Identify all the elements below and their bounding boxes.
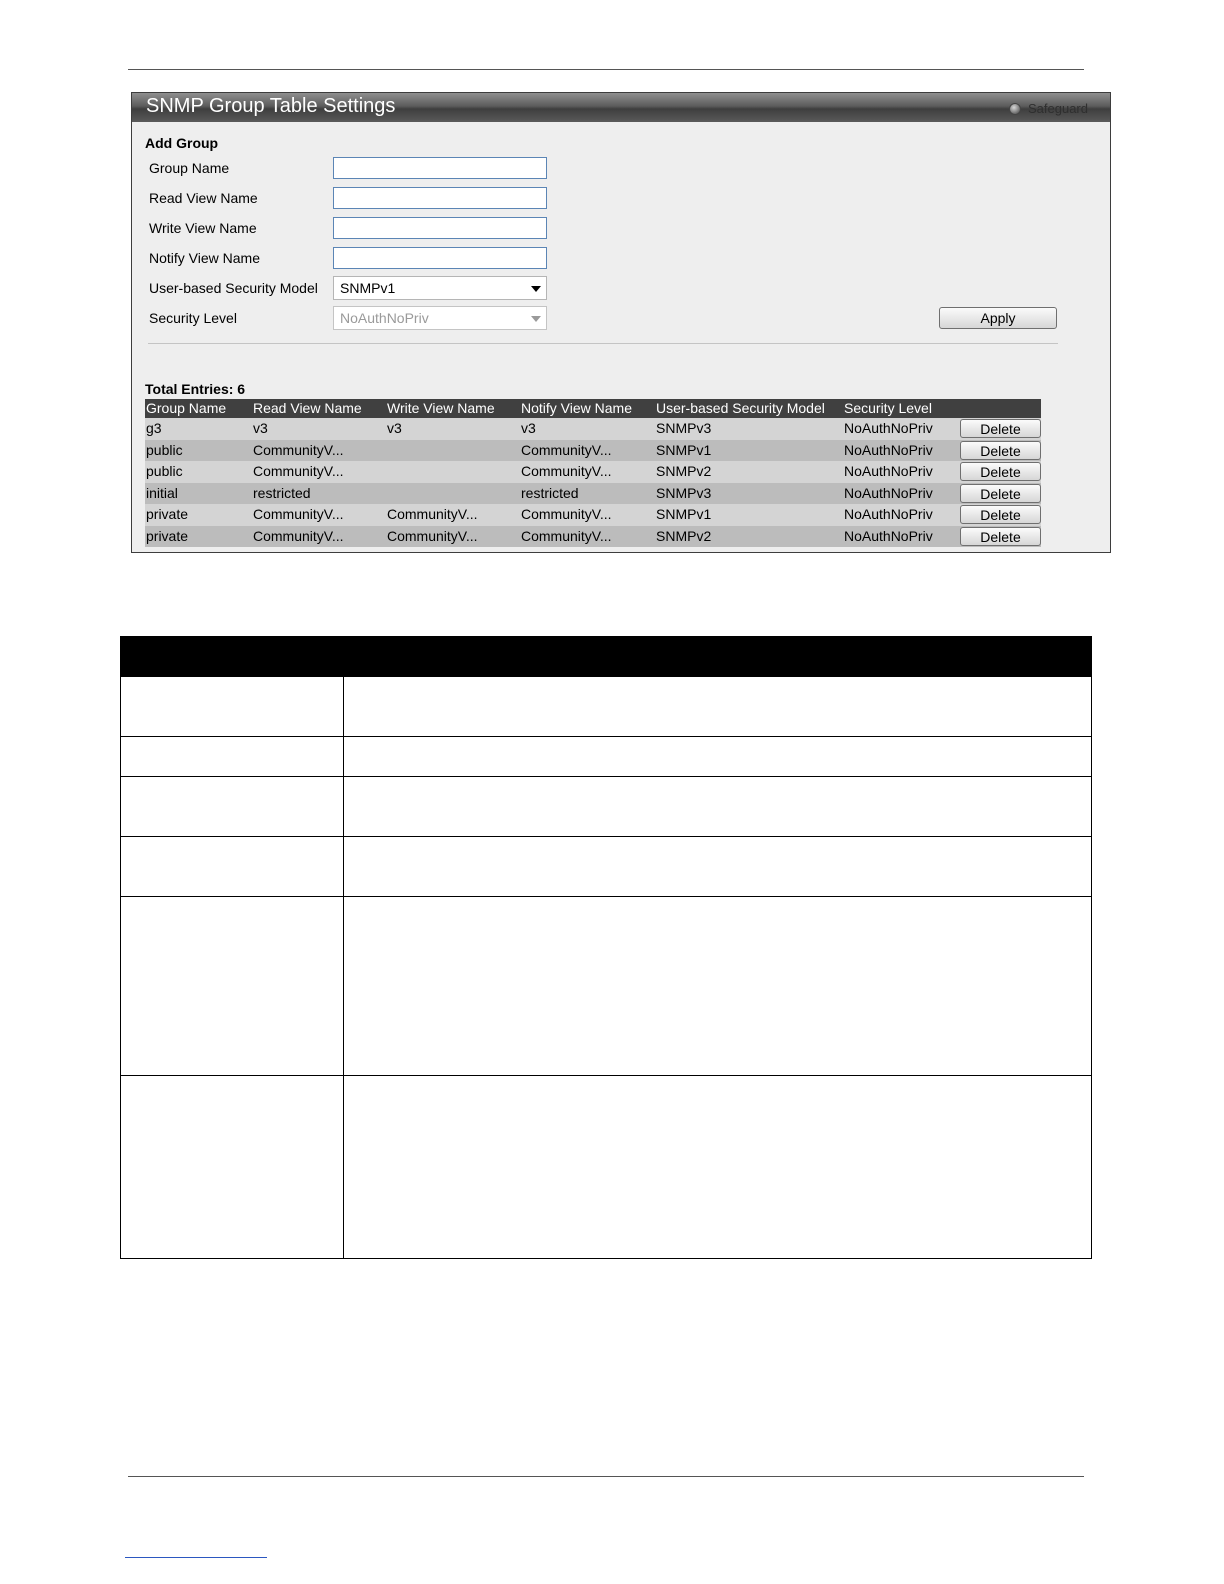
group-table <box>145 399 1041 547</box>
read-view-name-label: Read View Name <box>149 190 258 206</box>
group-name-cell: public <box>146 463 183 479</box>
security-level-value: NoAuthNoPriv <box>340 310 429 326</box>
chevron-down-icon <box>531 286 541 292</box>
description-row <box>121 897 1092 1076</box>
column-header: Group Name <box>146 400 227 416</box>
security-level-cell: NoAuthNoPriv <box>844 527 933 544</box>
apply-button[interactable]: Apply <box>939 307 1057 329</box>
snmp-group-panel <box>131 92 1111 553</box>
table-header <box>145 399 1041 418</box>
read-view-cell: v3 <box>253 420 268 436</box>
security-level-label: Security Level <box>149 310 237 326</box>
notify-view-cell: CommunityV... <box>521 463 612 479</box>
safeguard-indicator <box>1009 101 1088 116</box>
add-group-title: Add Group <box>145 135 219 151</box>
column-header: Write View Name <box>387 400 495 416</box>
description-row <box>121 737 1092 777</box>
security-model-cell: SNMPv3 <box>656 420 712 436</box>
notify-view-cell: v3 <box>521 420 536 436</box>
security-model-cell: SNMPv1 <box>656 441 712 458</box>
header-cell-description <box>344 637 1092 677</box>
read-view-cell: CommunityV... <box>253 527 344 544</box>
delete-button[interactable]: Delete <box>960 505 1041 524</box>
safeguard-label: Safeguard <box>1028 101 1088 116</box>
security-model-label: User-based Security Model <box>149 280 318 296</box>
parameter-description-table <box>120 636 1092 1259</box>
group-name-cell: private <box>146 527 189 544</box>
security-level-cell: NoAuthNoPriv <box>844 506 933 522</box>
delete-button[interactable]: Delete <box>960 484 1041 503</box>
description-row <box>121 677 1092 737</box>
panel-title: SNMP Group Table Settings <box>146 95 396 117</box>
read-view-cell: restricted <box>253 484 311 501</box>
column-header: Security Level <box>844 400 932 416</box>
description-row <box>121 777 1092 837</box>
table-row <box>145 461 1041 483</box>
security-level-select <box>333 306 547 330</box>
group-name-label: Group Name <box>149 160 230 176</box>
read-view-name-input[interactable] <box>333 187 547 209</box>
delete-button[interactable]: Delete <box>960 527 1041 546</box>
write-view-cell: CommunityV... <box>387 506 478 522</box>
description-row <box>121 837 1092 897</box>
notify-view-cell: CommunityV... <box>521 527 612 544</box>
description-row <box>121 1076 1092 1259</box>
write-view-cell: CommunityV... <box>387 527 478 544</box>
notify-view-name-input[interactable] <box>333 247 547 269</box>
delete-button[interactable]: Delete <box>960 462 1041 481</box>
security-level-cell: NoAuthNoPriv <box>844 463 933 479</box>
description-table-header <box>121 637 1092 677</box>
group-name-cell: private <box>146 506 189 522</box>
delete-button[interactable]: Delete <box>960 441 1041 460</box>
security-model-cell: SNMPv1 <box>656 506 712 522</box>
delete-button[interactable]: Delete <box>960 419 1041 438</box>
read-view-cell: CommunityV... <box>253 441 344 458</box>
group-name-cell: g3 <box>146 420 162 436</box>
security-level-cell: NoAuthNoPriv <box>844 420 933 436</box>
footer-link-underline[interactable] <box>125 1557 267 1558</box>
table-row <box>145 440 1041 462</box>
notify-view-cell: CommunityV... <box>521 441 612 458</box>
panel-titlebar <box>132 93 1110 122</box>
total-entries: Total Entries: 6 <box>145 381 246 397</box>
chevron-down-icon <box>531 316 541 322</box>
security-model-cell: SNMPv3 <box>656 484 712 501</box>
safeguard-icon <box>1009 103 1021 115</box>
table-row <box>145 483 1041 505</box>
notify-view-cell: restricted <box>521 484 579 501</box>
notify-view-cell: CommunityV... <box>521 506 612 522</box>
column-header: Read View Name <box>253 400 362 416</box>
group-name-cell: public <box>146 441 183 458</box>
group-name-cell: initial <box>146 484 178 501</box>
section-divider <box>148 343 1058 344</box>
table-row <box>145 526 1041 548</box>
write-view-cell: v3 <box>387 420 402 436</box>
write-view-name-input[interactable] <box>333 217 547 239</box>
security-model-cell: SNMPv2 <box>656 527 712 544</box>
security-level-cell: NoAuthNoPriv <box>844 484 933 501</box>
read-view-cell: CommunityV... <box>253 463 344 479</box>
security-model-cell: SNMPv2 <box>656 463 712 479</box>
security-level-cell: NoAuthNoPriv <box>844 441 933 458</box>
notify-view-name-label: Notify View Name <box>149 250 261 266</box>
security-model-value: SNMPv1 <box>340 280 396 296</box>
table-row <box>145 504 1041 526</box>
read-view-cell: CommunityV... <box>253 506 344 522</box>
security-model-select[interactable] <box>333 276 547 300</box>
table-row <box>145 418 1041 440</box>
column-header: User-based Security Model <box>656 400 825 416</box>
column-header: Notify View Name <box>521 400 633 416</box>
header-cell-parameter <box>121 637 344 677</box>
group-name-input[interactable] <box>333 157 547 179</box>
page-header-rule <box>128 69 1084 70</box>
page-footer-rule <box>128 1476 1084 1477</box>
write-view-name-label: Write View Name <box>149 220 257 236</box>
